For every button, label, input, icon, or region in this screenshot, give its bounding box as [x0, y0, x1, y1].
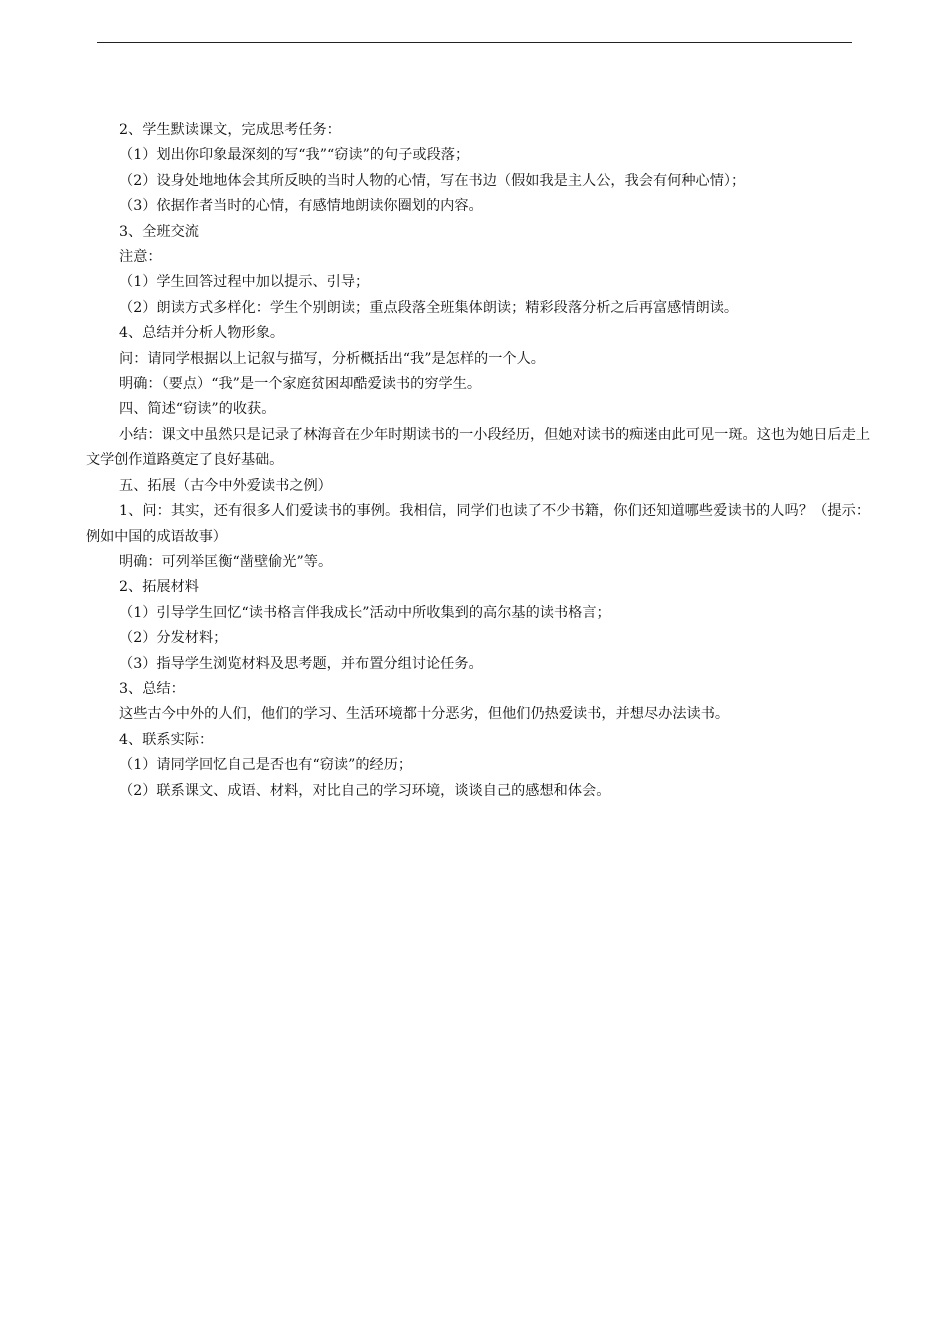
text-line: 2、学生默读课文，完成思考任务： [119, 122, 341, 138]
text-line: （3）指导学生浏览材料及思考题，并布置分组讨论任务。 [119, 655, 483, 672]
text-line: 3、总结： [119, 680, 185, 697]
text-line: （1）引导学生回忆“读书格言伴我成长”活动中所收集到的高尔基的读书格言； [119, 604, 611, 621]
text-line: （2）设身处地地体会其所反映的当时人物的心情，写在书边（假如我是主人公，我会有何种心情）； [119, 172, 746, 189]
section-heading: 五、拓展（古今中外爱读书之例） [119, 477, 332, 494]
text-line: 2、拓展材料 [119, 579, 199, 596]
text-line: 四、简述“窃读”的收获。 [119, 401, 276, 418]
text-line: 3、全班交流 [119, 223, 199, 240]
header-rule [97, 42, 852, 43]
text-line: （1）学生回答过程中加以提示、引导； [119, 274, 370, 291]
text-line: 这些古今中外的人们，他们的学习、生活环境都十分恶劣，但他们仍热爱读书，并想尽办法读书。 [119, 706, 730, 723]
text-line: （2）分发材料； [119, 630, 228, 647]
text-line: （1）划出你印象最深刻的写“我”“窃读”的句子或段落； [119, 147, 470, 164]
text-line: （2）朗读方式多样化：学生个别朗读；重点段落全班集体朗读；精彩段落分析之后再富感情朗读。 [119, 299, 739, 316]
text-line: 注意： [119, 249, 162, 266]
text-line: （3）依据作者当时的心情，有感情地朗读你圈划的内容。 [119, 198, 483, 215]
text-line: （2）联系课文、成语、材料，对比自己的学习环境，谈谈自己的感想和体会。 [119, 782, 611, 799]
summary-paragraph: 小结：课文中虽然只是记录了林海音在少年时期读书的一小段经历，但她对读书的痴迷由此可见一斑。这也为她日后走上文学创作道路奠定了良好基础。 [86, 426, 870, 469]
text-line: 4、联系实际： [119, 731, 214, 748]
text-line: 明确：（要点）“我”是一个家庭贫困却酷爱读书的穷学生。 [119, 376, 482, 393]
text-line: 4、总结并分析人物形象。 [119, 325, 285, 342]
text-line: 问：请同学根据以上记叙与描写，分析概括出“我”是怎样的一个人。 [119, 350, 545, 367]
text-line: （1）请同学回忆自己是否也有“窃读”的经历； [119, 757, 413, 774]
text-line: 明确：可列举匡衡“凿壁偷光”等。 [119, 553, 333, 570]
question-paragraph: 1、问：其实，还有很多人们爱读书的事例。我相信，同学们也读了不少书籍，你们还知道哪些爱读书的人吗？（提示：例如中国的成语故事） [86, 503, 870, 545]
document-body [86, 118, 870, 804]
